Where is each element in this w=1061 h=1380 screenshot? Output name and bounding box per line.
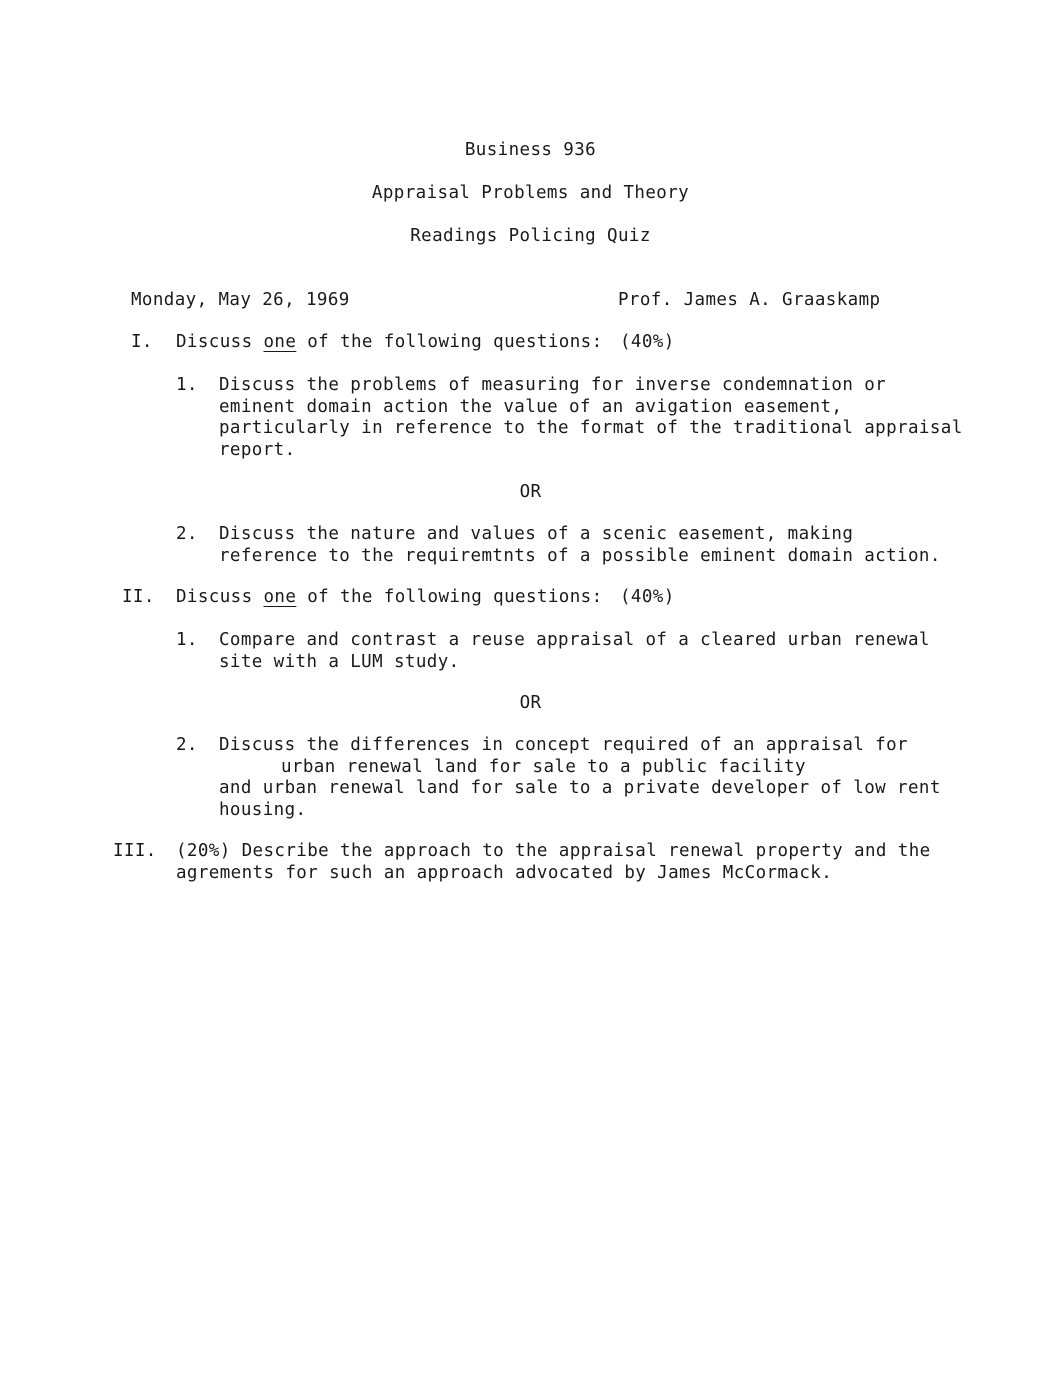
section-question: (20%) Describe the approach to the appraisal renewal property and the agrements for such an approach advocated by James McCormack.	[176, 841, 931, 883]
question-number: 1.	[176, 630, 198, 650]
professor-name: Prof. James A. Graaskamp	[618, 290, 881, 310]
section-weight: (40%)	[620, 332, 675, 352]
quiz-date: Monday, May 26, 1969	[131, 290, 350, 310]
section-numeral: II.	[122, 587, 155, 607]
question-number: 2.	[176, 735, 198, 755]
question-text: Discuss the problems of measuring for inverse condemnation or eminent domain action the value of an avigation easement, particularly in reference to the format of the traditional appraisal report.	[219, 375, 963, 460]
quiz-subtitle: Readings Policing Quiz	[410, 226, 651, 246]
question-text: Discuss the nature and values of a scenic easement, making reference to the requiremtnts of a possible eminent domain action.	[219, 524, 941, 566]
course-title: Business 936	[464, 140, 597, 160]
question-text: Compare and contrast a reuse appraisal of a cleared urban renewal site with a LUM study.	[219, 630, 930, 672]
question-number: 1.	[176, 375, 198, 395]
section-numeral: I.	[131, 332, 153, 352]
question-number: 2.	[176, 524, 198, 544]
question-text: Discuss the differences in concept required of an appraisal for urban renewal land for sale to a public facility and urban renewal land for sale to a private developer of low rent housing.	[219, 735, 941, 820]
page-title: Appraisal Problems and Theory	[371, 183, 690, 203]
section-weight: (40%)	[620, 587, 675, 607]
or-separator: OR	[519, 693, 542, 713]
section-instruction: Discuss one of the following questions:	[176, 587, 603, 607]
or-separator: OR	[519, 482, 542, 502]
section-instruction: Discuss one of the following questions:	[176, 332, 603, 352]
section-numeral: III.	[113, 841, 157, 861]
